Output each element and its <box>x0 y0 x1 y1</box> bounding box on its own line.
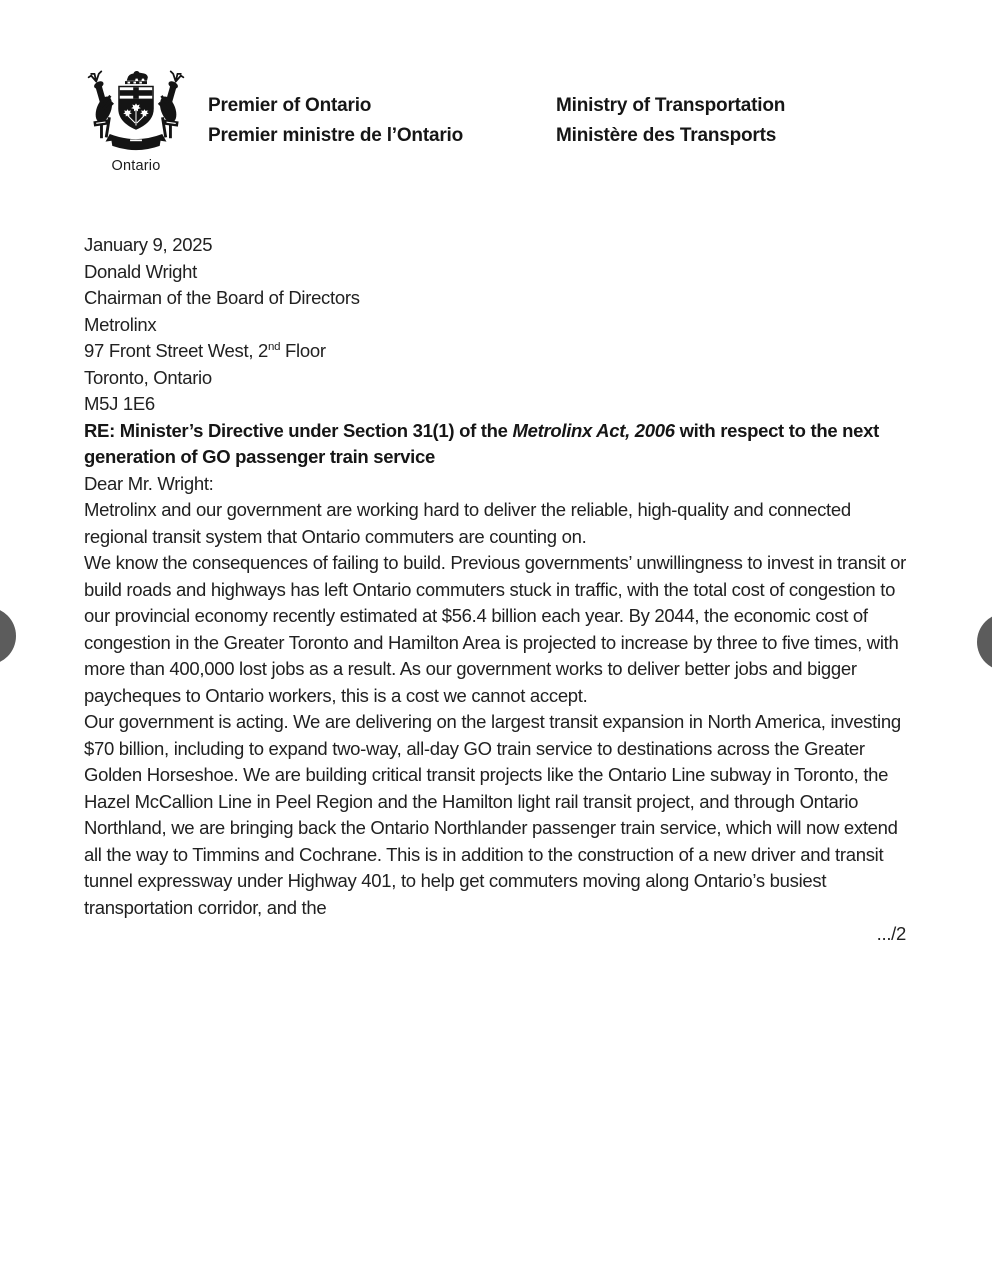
recipient-street <box>84 338 916 365</box>
subject-act-title: Metrolinx Act, 2006 <box>512 419 675 441</box>
street-floor-text: Floor <box>280 340 326 361</box>
logo-caption: Ontario <box>111 158 161 174</box>
premier-titles <box>208 68 556 174</box>
coat-of-arms-icon <box>80 68 192 156</box>
subject-text-pre: RE: Minister’s Directive under Section 31(1) of the <box>84 419 513 441</box>
deer-silhouette <box>157 71 184 138</box>
ministry-title-en: Ministry of Transportation <box>556 95 786 116</box>
carousel-prev-button[interactable] <box>0 607 16 665</box>
moose-silhouette <box>89 71 116 138</box>
salutation: Dear Mr. Wright: <box>84 472 214 494</box>
subject-text-post: with respect to the next generation of GO passenger train service <box>84 419 879 467</box>
ontario-coat-of-arms-logo <box>75 68 197 174</box>
street-text: 97 Front Street West, 2 <box>84 340 269 361</box>
page-continuation-indicator: .../2 <box>876 923 906 944</box>
subject-line <box>84 418 916 471</box>
letter-body <box>84 232 916 948</box>
premier-title-fr: Premier ministre de l’Ontario <box>208 125 464 146</box>
recipient-postal-code: M5J 1E6 <box>84 393 155 414</box>
recipient-name: Donald Wright <box>84 260 197 282</box>
carousel-next-button[interactable] <box>977 613 992 671</box>
ministry-titles <box>556 68 785 174</box>
premier-title-en: Premier of Ontario <box>208 95 372 116</box>
recipient-city: Toronto, Ontario <box>84 366 212 388</box>
street-ordinal-suffix: nd <box>268 340 281 353</box>
paragraph-2: We know the consequences of failing to build. Previous governments’ unwillingness to invest in transit or build roads and highways has left Ontario commuters stuck in traffic, with the total cost of congestion to our provincial economy recently estimated at $56.4 billion each year. By 2044, the economic cost of congestion in the Greater Toronto and Hamilton Area is projected to increase by three to five times, with more than 400,000 lost jobs as a result. As our government works to deliver better jobs and bigger paycheques to Ontario workers, this is a cost we cannot accept. <box>84 552 907 706</box>
letterhead <box>75 68 908 174</box>
recipient-organization: Metrolinx <box>84 313 157 335</box>
paragraph-3: Our government is acting. We are delivering on the largest transit expansion in North America, investing $70 billion, including to expand two-way, all-day GO train service to destinations across the Greater Golden Horseshoe. We are building critical transit projects like the Ontario Line subway in Toronto, the Hazel McCallion Line in Peel Region and the Hamilton light rail transit project, and through Ontario Northland, we are bringing back the Ontario Northlander passenger train service, which will now extend all the way to Timmins and Cochrane. This is in addition to the construction of a new driver and transit tunnel expressway under Highway 401, to help get commuters moving along Ontario’s busiest transportation corridor, and the <box>84 711 901 918</box>
recipient-title: Chairman of the Board of Directors <box>84 287 360 308</box>
letter-date: January 9, 2025 <box>84 234 213 255</box>
recipient-address-block <box>84 259 916 418</box>
ministry-title-fr: Ministère des Transports <box>556 125 777 146</box>
paragraph-1: Metrolinx and our government are working hard to deliver the reliable, high-quality and connected regional transit system that Ontario commuters are counting on. <box>84 499 851 547</box>
